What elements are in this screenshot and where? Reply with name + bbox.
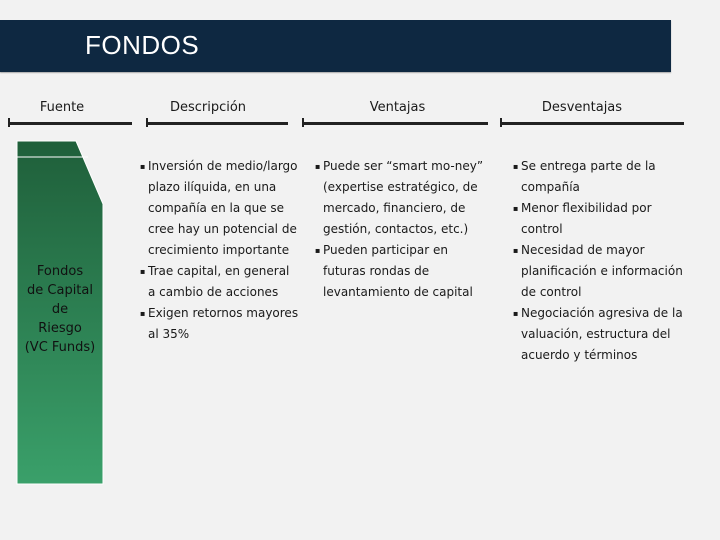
list-item: ▪ Menor flexibilidad por control [513,198,689,240]
source-label-line: Fondos [36,264,84,279]
bullet-icon: ▪ [513,204,519,213]
list-item: ▪ Negociación agresiva de la valuación, estructura del acuerdo y términos [513,303,689,366]
bullet-icon: ▪ [140,267,146,276]
column-rule-tick [146,118,148,127]
page-title: FONDOS [85,30,200,60]
bullet-icon: ▪ [315,246,321,255]
bullet-icon: ▪ [315,162,321,171]
column-rule-tick [500,118,502,127]
list-item: ▪ Necesidad de mayor planificación e información de control [513,240,689,303]
bullet-icon: ▪ [140,309,146,318]
desventajas-list [513,156,689,366]
bullet-icon: ▪ [513,162,519,171]
source-label-line: de [51,302,69,317]
bullet-icon: ▪ [513,246,519,255]
column-rule-tick [302,118,304,127]
list-item: ▪ Se entrega parte de la compañía [513,156,689,198]
column-rule-ventajas [302,122,488,125]
descripcion-list [140,156,300,345]
list-item: ▪ Trae capital, en general a cambio de acciones [140,261,300,303]
source-label-line: (VC Funds) [24,340,96,355]
ventajas-list [315,156,493,303]
list-item: ▪ Exigen retornos mayores al 35% [140,303,300,345]
column-header-fuente: Fuente [39,100,85,115]
bullet-icon: ▪ [140,162,146,171]
column-header-desventajas: Desventajas [541,100,623,115]
source-label-line: de Capital [27,283,93,298]
list-item: ▪ Inversión de medio/largo plazo ilíquida, en una compañía en la que se cree hay un potencial de crecimiento importante [140,156,300,261]
column-rule-descripcion [146,122,288,125]
column-rule-tick [8,118,10,127]
list-item: ▪ Pueden participar en futuras rondas de levantamiento de capital [315,240,493,303]
column-header-descripcion: Descripción [169,100,247,115]
list-item: ▪ Puede ser “smart mo-ney” (expertise estratégico, de mercado, financiero, de gestión, contactos, etc.) [315,156,493,240]
column-rule-desventajas [500,122,684,125]
source-label-line: Riesgo [38,321,82,336]
column-header-ventajas: Ventajas [369,100,426,115]
column-rule-fuente [8,122,132,125]
source-label [18,262,102,357]
bullet-icon: ▪ [513,309,519,318]
